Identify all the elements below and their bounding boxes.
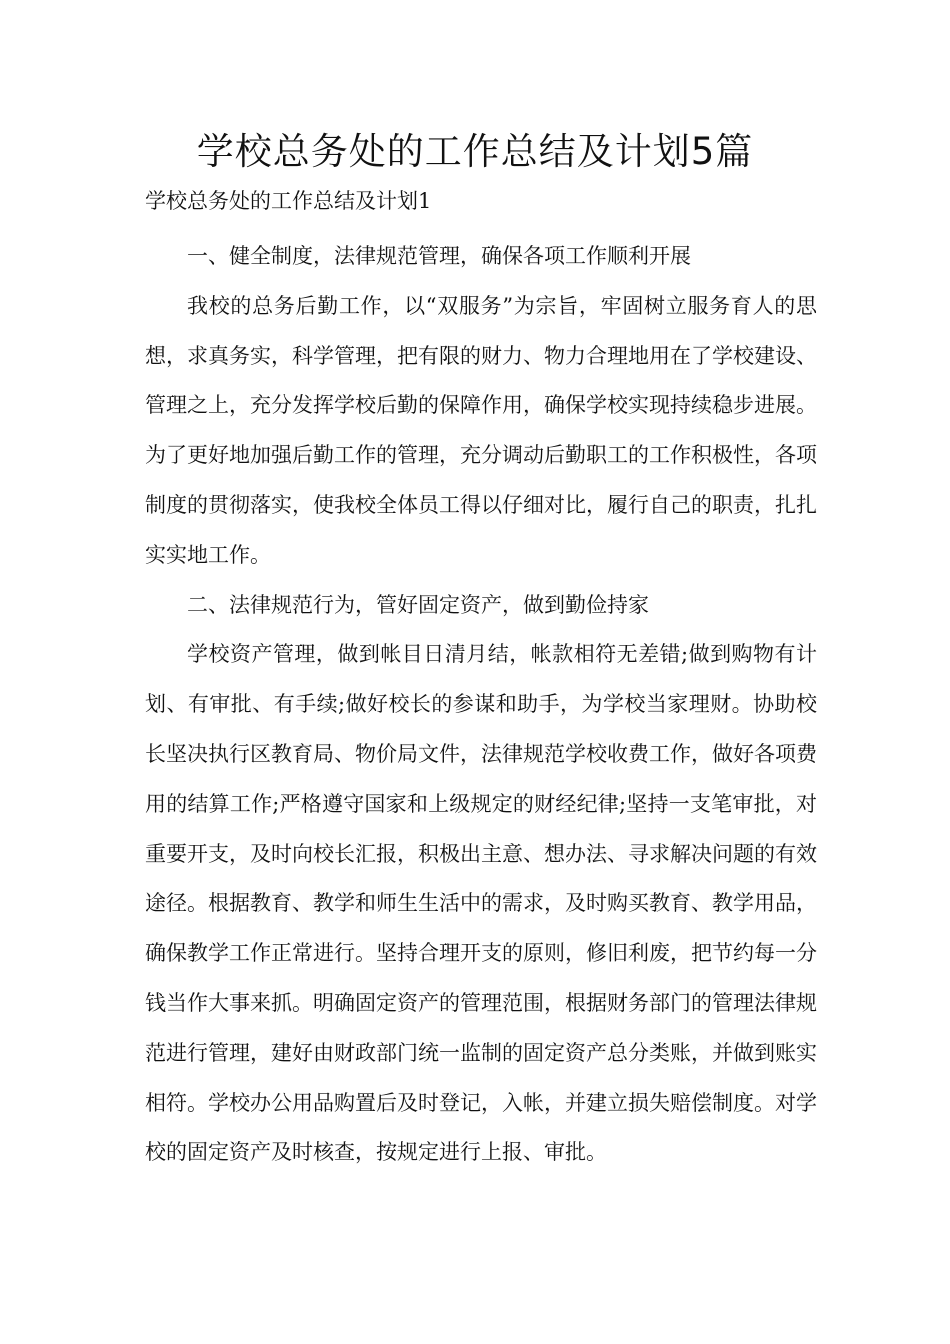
document-subtitle: 学校总务处的工作总结及计划1 — [145, 189, 432, 213]
document-title: 学校总务处的工作总结及计划5篇 — [196, 130, 754, 173]
body-paragraph: 我校的总务后勤工作，以“双服务”为宗旨，牢固树立服务育人的思想，求真务实，科学管理，把有限的财力、物力合理地用在了学校建设、管理之上，充分发挥学校后勤的保障作用，确保学校实现持续稳步进展。为了更好地加强后勤工作的管理，充分调动后勤职工的工作积极性，各项制度的贯彻落实，使我校全体员工得以仔细对比，履行自己的职责，扎扎实实地工作。 — [145, 293, 817, 567]
body-paragraph: 学校资产管理，做到帐目日清月结，帐款相符无差错;做到购物有计划、有审批、有手续;做好校长的参谋和助手，为学校当家理财。协助校长坚决执行区教育局、物价局文件，法律规范学校收费工作，做好各项费用的结算工作;严格遵守国家和上级规定的财经纪律;坚持一支笔审批，对重要开支，及时向校长汇报，积极出主意、想办法、寻求解决问题的有效途径。根据教育、教学和师生生活中的需求，及时购买教育、教学用品，确保教学工作正常进行。坚持合理开支的原则，修旧利废，把节约每一分钱当作大事来抓。明确固定资产的管理范围，根据财务部门的管理法律规范进行管理，建好由财政部门统一监制的固定资产总分类账，并做到账实相符。学校办公用品购置后及时登记，入帐，并建立损失赔偿制度。对学校的固定资产及时核查，按规定进行上报、审批。 — [145, 642, 817, 1165]
document-body — [145, 232, 817, 1178]
section-heading-2: 二、法律规范行为，管好固定资产，做到勤俭持家 — [187, 592, 649, 617]
section-heading-1: 一、健全制度，法律规范管理，确保各项工作顺利开展 — [187, 244, 691, 268]
